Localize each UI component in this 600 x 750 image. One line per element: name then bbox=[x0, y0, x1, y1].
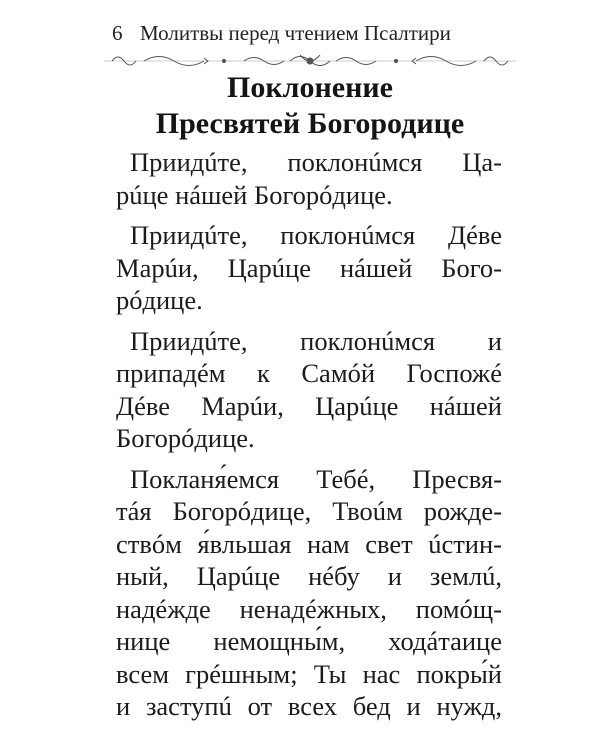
ornament-divider-icon bbox=[104, 50, 516, 72]
page-number: 6 bbox=[112, 21, 123, 45]
text-line: Приидúте, поклонúмся и bbox=[130, 325, 502, 356]
text-line: Богорóдице. bbox=[116, 423, 255, 453]
text-line: нице немощны́м, ходáтаице bbox=[116, 626, 502, 656]
text-line: надéжде ненадéжных, помóщ- bbox=[116, 593, 502, 624]
paragraph-1 bbox=[116, 146, 502, 211]
text-line: Марúи, Царúце нáшей Бого- bbox=[116, 252, 502, 283]
text-line: рúце нáшей Богорóдице. bbox=[116, 179, 393, 210]
running-head bbox=[112, 18, 512, 48]
text-line: ствóм я́вльшая нам свет úстин- bbox=[116, 528, 502, 559]
running-title: Молитвы перед чтением Псалтири bbox=[140, 21, 451, 45]
text-line: Приидúте, поклонúмся Дéве bbox=[130, 220, 502, 250]
prayer-text bbox=[116, 146, 502, 731]
text-line: Дéве Марúи, Царúце нáшей bbox=[116, 390, 502, 421]
text-line: припадéм к Самóй Госпожé bbox=[116, 358, 502, 388]
text-line: и заступú от всех бед и нужд, bbox=[116, 691, 502, 721]
prayer-title bbox=[100, 70, 520, 142]
text-line: рóдице. bbox=[116, 285, 203, 315]
text-line: тáя Богорóдице, Твоúм рожде- bbox=[116, 496, 502, 526]
text-line: Покланя́емся Тебé, Пресвя- bbox=[130, 463, 502, 494]
paragraph-2 bbox=[116, 219, 502, 317]
title-line-1: Поклонение bbox=[227, 71, 393, 104]
text-line: ный, Царúце нéбу и землú, bbox=[116, 561, 502, 591]
paragraph-3 bbox=[116, 325, 502, 455]
text-line: всем грéшным; Ты нас покры́й bbox=[116, 658, 502, 689]
title-line-2: Пресвятей Богородице bbox=[155, 107, 465, 140]
text-line: Приидúте, поклонúмся Ца- bbox=[130, 147, 502, 177]
paragraph-4 bbox=[116, 463, 502, 723]
